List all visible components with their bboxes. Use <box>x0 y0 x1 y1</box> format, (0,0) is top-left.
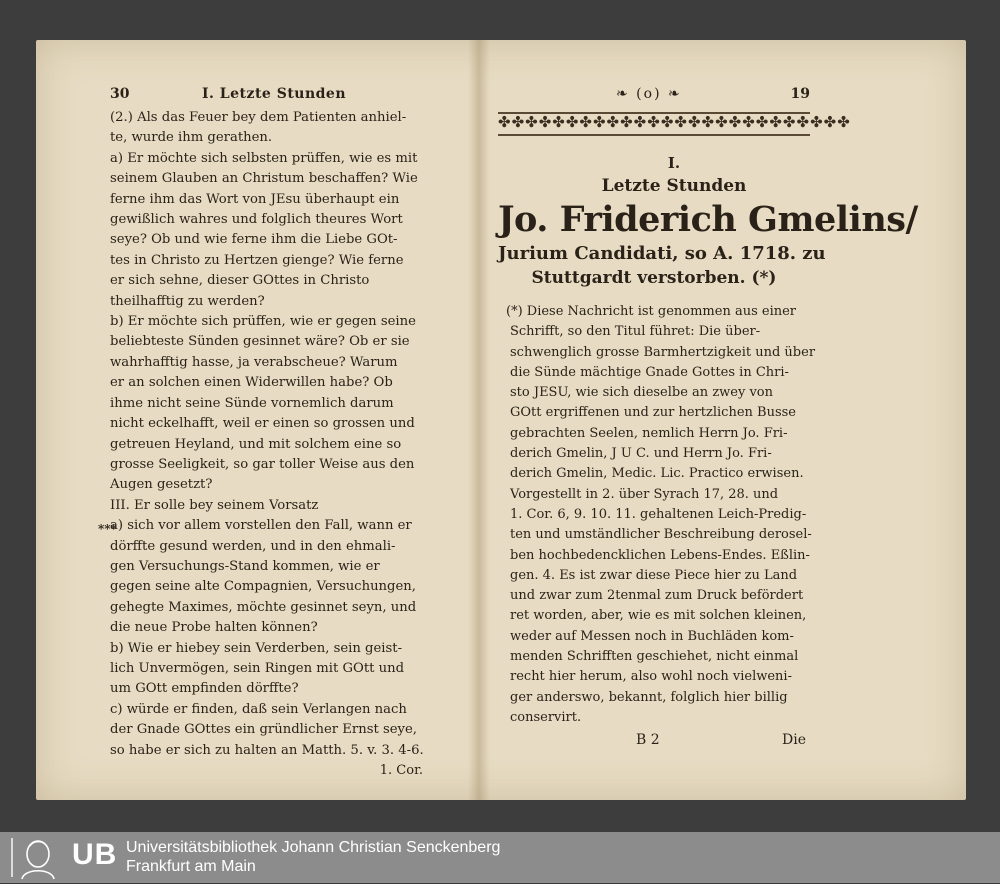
left-catchword: 1. Cor. <box>379 763 423 778</box>
text-line: ger anderswo, bekannt, folglich hier billig <box>510 689 788 705</box>
text-line: derich Gmelin, Medic. Lic. Practico erwisen. <box>510 466 804 482</box>
text-line: gebrachten Seelen, nemlich Herrn Jo. Fri- <box>510 425 788 441</box>
text-line: grosse Seeligkeit, so gar toller Weise aus den <box>110 456 415 472</box>
text-line: Augen gesetzt? <box>110 477 213 493</box>
text-line: gen. 4. Es ist zwar diese Piece hier zu Land <box>510 567 798 583</box>
left-page <box>98 86 435 781</box>
text-line: derich Gmelin, J U C. und Herrn Jo. Fri- <box>510 446 772 462</box>
text-line: dörffte gesund werden, und in den ehmali- <box>110 538 396 554</box>
chapter-subtitle: Letzte Stunden <box>601 176 747 196</box>
text-line: er an solchen einen Widerwillen habe? Ob <box>110 375 393 391</box>
text-line: III. Er solle bey seinem Vorsatz <box>110 497 319 513</box>
text-line: gen Versuchungs-Stand kommen, wie er <box>110 558 380 574</box>
text-line: der Gnade GOttes ein gründlicher Ernst seye, <box>110 722 417 738</box>
text-line: theilhafftig zu werden? <box>110 293 265 309</box>
text-line: seye? Ob und wie ferne ihm die Liebe GOt- <box>110 232 398 248</box>
text-line: ferne ihm das Wort von JEsu überhaupt ein <box>110 191 400 207</box>
chapter-number: I. <box>667 154 681 172</box>
text-line: gewißlich wahres und folglich theures Wort <box>110 212 403 228</box>
text-line: gehegte Maximes, möchte gesinnet seyn, und <box>110 599 417 615</box>
right-catchword: Die <box>782 732 806 749</box>
logo-text: UB <box>72 838 118 871</box>
book-gutter <box>468 40 490 800</box>
text-line: te, wurde ihm gerathen. <box>110 130 273 146</box>
text-line: die Sünde mächtige Gnade Gottes in Chri- <box>510 364 789 380</box>
text-line: Schrifft, so den Titul führet: Die über- <box>510 324 761 340</box>
chapter-title-name: Jo. Friderich Gmelins/ <box>498 199 918 240</box>
text-line: b) Wie er hiebey sein Verderben, sein geist- <box>110 640 403 656</box>
right-page-number: 19 <box>790 86 810 102</box>
text-line: conservirt. <box>510 709 582 725</box>
text-line: getreuen Heyland, und mit solchem eine so <box>110 436 402 452</box>
left-page-number: 30 <box>110 86 130 102</box>
text-line: sto JESU, wie sich dieselbe an zwey von <box>510 385 774 401</box>
chapter-title-line: Jurium Candidati, so A. 1718. zu <box>498 243 826 264</box>
text-line: (*) Diese Nachricht ist genommen aus einer <box>506 304 797 319</box>
text-line: um GOtt empfinden dörffte? <box>110 681 299 697</box>
left-running-head <box>110 86 435 108</box>
text-line: nicht eckelhafft, weil er einen so grossen und <box>110 416 415 432</box>
text-line: weder auf Messen noch in Buchläden kom- <box>510 628 794 644</box>
right-page <box>498 86 918 754</box>
library-city: Frankfurt am Main <box>126 858 256 875</box>
text-line: a) sich vor allem vorstellen den Fall, wann er <box>110 518 412 534</box>
signature-row <box>498 732 810 754</box>
right-running-head <box>498 86 810 108</box>
left-running-title: I. Letzte Stunden <box>202 86 347 102</box>
text-line: menden Schrifften geschiehet, nicht einmal <box>510 649 799 665</box>
text-line: wahrhafftig hasse, ja verabscheue? Warum <box>110 354 398 370</box>
signature-mark: B 2 <box>636 732 660 749</box>
text-line: ihme nicht seine Sünde vornemlich darum <box>110 395 394 411</box>
head-ornament: ❧ (o) ❧ <box>616 86 682 102</box>
text-line: und zwar zum 2tenmal zum Druck befördert <box>510 588 804 604</box>
text-line: ret worden, aber, wie es mit solchen kleinen, <box>510 608 807 624</box>
text-line: seinem Glauben an Christum beschaffen? Wie <box>110 171 418 187</box>
text-line: ben hochbedencklichen Lebens-Endes. Eßlin- <box>510 547 810 563</box>
text-line: so habe er sich zu halten an Matth. 5. v. 3. 4-6. <box>110 742 424 758</box>
text-line: gegen seine alte Compagnien, Versuchungen, <box>110 579 416 595</box>
text-line: Vorgestellt in 2. über Syrach 17, 28. und <box>510 486 779 502</box>
library-name: Universitätsbibliothek Johann Christian Senckenberg <box>126 839 501 856</box>
library-footer <box>0 832 1000 883</box>
portrait-icon <box>8 836 64 879</box>
text-line: tes in Christo zu Hertzen gienge? Wie ferne <box>110 252 404 268</box>
text-line: beliebteste Sünden gesinnet wäre? Ob er sie <box>110 334 410 350</box>
text-line: schwenglich grosse Barmhertzigkeit und über <box>510 344 816 360</box>
text-line: lich Unvermögen, sein Ringen mit GOtt und <box>110 660 405 676</box>
text-line: 1. Cor. 6, 9. 10. 11. gehaltenen Leich-Predig- <box>510 506 807 522</box>
left-body-text <box>110 108 435 761</box>
text-line: (2.) Als das Feuer bey dem Patienten anhiel- <box>110 110 407 125</box>
text-line: c) würde er finden, daß sein Verlangen nach <box>110 701 407 717</box>
text-line: recht hier herum, also wohl noch vielweni- <box>510 669 792 685</box>
text-line: b) Er möchte sich prüffen, wie er gegen seine <box>110 314 416 330</box>
text-line: er sich sehne, dieser GOttes in Christo <box>110 273 370 289</box>
chapter-title-line-2: Stuttgardt verstorben. (*) <box>531 268 777 288</box>
text-line: GOtt ergriffenen und zur hertzlichen Busse <box>510 405 796 421</box>
text-line: a) Er möchte sich selbsten prüffen, wie es mit <box>110 150 418 166</box>
ornamental-border: ✤✤✤✤✤✤✤✤✤✤✤✤✤✤✤✤✤✤✤✤✤✤✤✤✤✤ <box>498 112 810 136</box>
text-line: ten und umständlicher Beschreibung derosel- <box>510 527 812 543</box>
library-logo <box>8 836 116 879</box>
text-line: die neue Probe halten können? <box>110 620 318 636</box>
marginal-mark: *** <box>98 522 117 536</box>
footnote-text <box>498 302 816 728</box>
